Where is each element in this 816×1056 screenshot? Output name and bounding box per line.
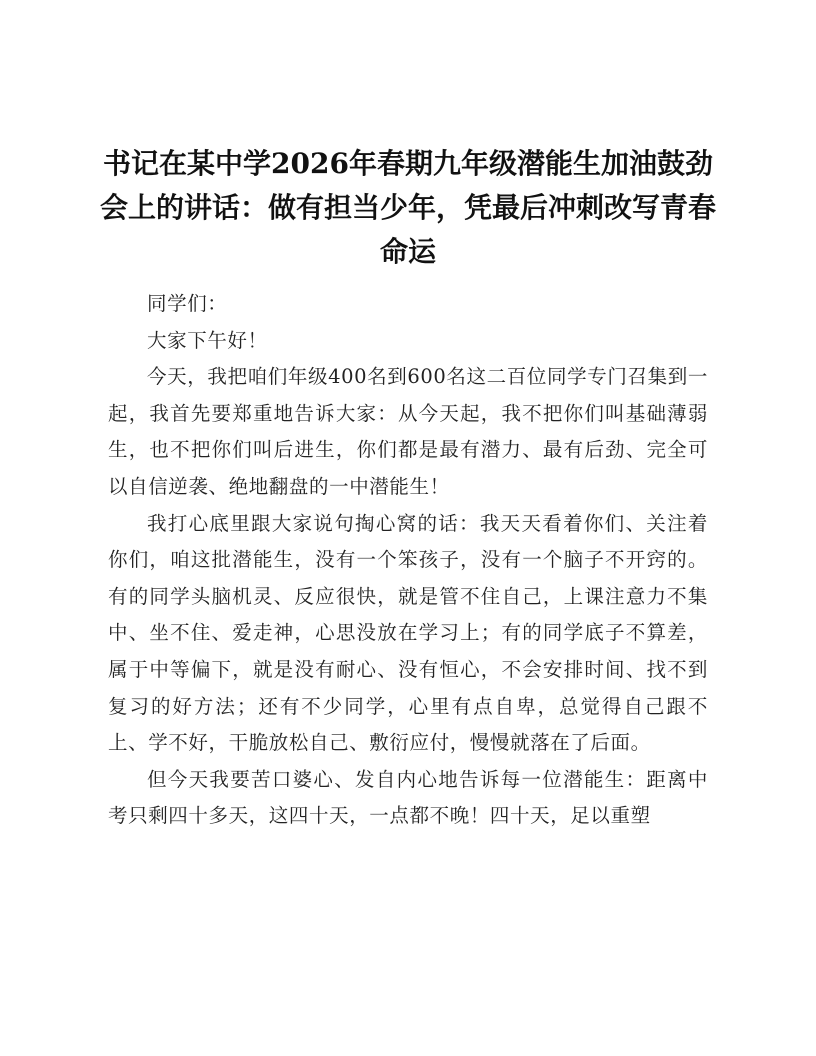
paragraph-greeting: 大家下午好！ — [147, 328, 268, 352]
paragraph-encouragement: 但今天我要苦口婆心、发自内心地告诉每一位潜能生：距离中考只剩四十多天，这四十天，一点都不晚！四十天，足以重塑 — [108, 767, 708, 828]
paragraph-observation: 我打心底里跟大家说句掏心窝的话：我天天看着你们、关注着你们，咱这批潜能生，没有一个笨孩子，没有一个脑子不开窍的。有的同学头脑机灵、反应很快，就是管不住自己，上课注意力不集中、坐不住、爱走神，心思没放在学习上；有的同学底子不算差，属于中等偏下，就是没有耐心、没有恒心，不会安排时间、找不到复习的好方法；还有不少同学，心里有点自卑，总觉得自己跟不上、学不好，干脆放松自己、敷衍应付，慢慢就落在了后面。 — [108, 511, 708, 755]
document-title: 书记在某中学2026年春期九年级潜能生加油鼓劲会上的讲话：做有担当少年，凭最后冲刺改写青春命运 — [100, 147, 717, 268]
paragraph-salutation: 同学们： — [147, 292, 228, 315]
paragraph-introduction: 今天，我把咱们年级400名到600名这二百位同学专门召集到一起，我首先要郑重地告诉大家：从今天起，我不把你们叫基础薄弱生，也不把你们叫后进生，你们都是最有潜力、最有后劲、完全可以自信逆袭、绝地翻盘的一中潜能生！ — [108, 365, 708, 498]
document-body — [108, 286, 708, 835]
